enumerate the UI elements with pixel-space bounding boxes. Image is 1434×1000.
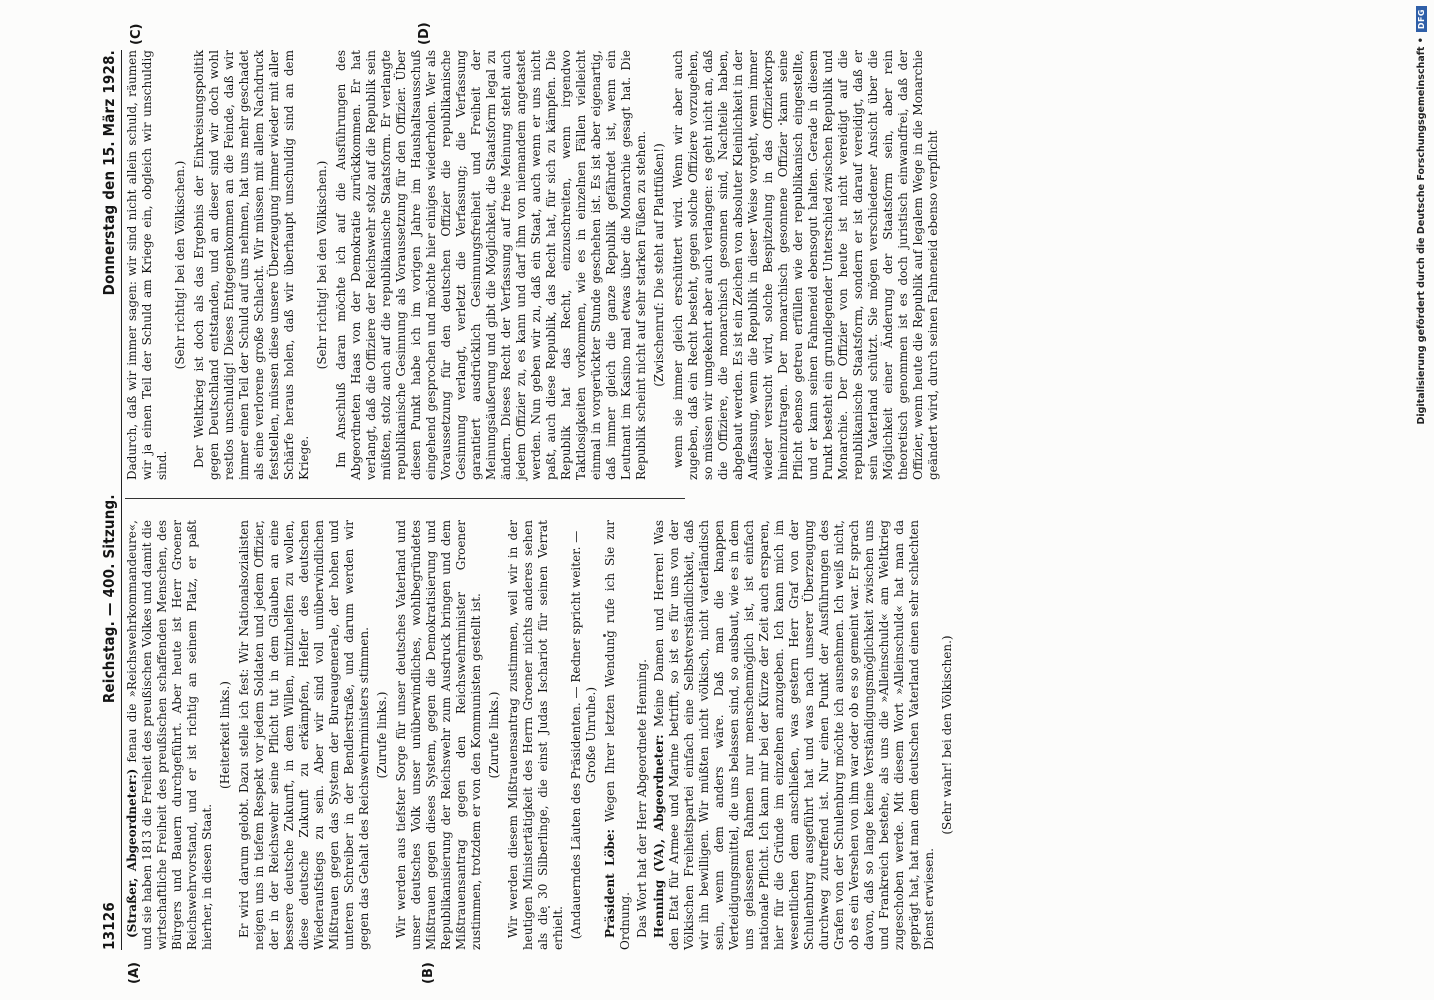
margin-marker-b: (B): [421, 962, 436, 984]
left-column: [125, 520, 959, 950]
paragraph: [192, 50, 312, 480]
paragraph-text: Er wird darum gelobt. Dazu stelle ich fest: Wir Nationalsozialisten neigen uns in tiefem Respekt vor jedem Soldaten und jedem Offizier, der in der Reichswehr seine Pflicht tut in dem Glauben an eine bessere deutsche Zukunft, in dem Willen, mitzuhelfen zu wollen, diese deutsche Zukunft zu erkämpfen, Helfer des deutschen Wiederaufstiegs zu sein. Aber wir sind voll unüberwindlichen Mißtrauen gegen das System der Bureaugenerale, der hohen und unteren Schreiber in der Bendlerstraße, und darum werden wir gegen das Gehalt des Reichswehrministers stimmen.: [237, 520, 371, 950]
column-divider: [125, 498, 685, 499]
paragraph-text: Wegen Ihrer letzten Wendung rufe ich Sie zur Ordnung.: [603, 520, 632, 950]
paragraph-text: Der Weltkrieg ist doch als das Ergebnis der Einkreisungspolitik gegen Deutschland entstanden, und an dieser sind wir doch wohl restlos unschuldig! Dieses Entgegenkommen an die Feinde, daß wir immer einen Teil der Schuld auf uns nehmen, hat uns mehr geschadet als eine verlorene große Schlacht. Wir müssen mit allem Nachdruck feststellen, müssen diese unsere Überzeugung immer wieder mit aller Schärfe heraus holen, daß wir überhaupt unschuldig sind an dem Kriege.: [192, 50, 311, 480]
paragraph-text: Wir werden aus tiefster Sorge für unser deutsches Vaterland und unser deutsches Volk unser unüberwindliches, wohlbegründetes Mißtrauen gegen dieses System, gegen die Demokratisierung und Republikanisierung der Reichswehr zum Ausdruck bringen und dem Mißtrauensantrag gegen den Reichswehrminister Groener zustimmen, trotzdem er von den Kommunisten gestellt ist.: [394, 520, 483, 950]
paragraph: [237, 520, 372, 950]
interjection: (Zurufe links.): [375, 691, 389, 779]
paragraph: [635, 520, 650, 950]
paragraph-text: Das Wort hat der Herr Abgeordnete Henning.: [635, 659, 649, 938]
margin-marker-d: (D): [417, 22, 432, 45]
right-column: [125, 50, 943, 480]
rotated-document-page: [95, 22, 954, 984]
digitization-credit: [1412, 6, 1430, 996]
interjection: (Sehr wahr! bei den Völkischen.): [940, 635, 954, 835]
interjection: (Sehr richtig! bei den Völkischen.): [173, 160, 187, 370]
paragraph: [652, 520, 937, 950]
dfg-logo: DFG: [1416, 6, 1427, 32]
session-date: Donnerstag den 15. März 1928.: [100, 50, 118, 296]
paragraph: [671, 50, 941, 480]
paragraph-text: Wir werden diesem Mißtrauensantrag zustimmen, weil wir in der heutigen Ministertätigkeit des Herrn Groener nichts anderes sehen als die 30 Silberlinge, die einst Judas Ischariot für seinen Verrat erhielt.: [506, 520, 565, 950]
paragraph: [394, 520, 484, 950]
interjection: (Zwischenruf: Die steht auf Plattfüßen!): [652, 143, 666, 387]
header-rule: [121, 50, 122, 950]
interjection: (Sehr richtig! bei den Völkischen.): [315, 160, 329, 370]
margin-marker-c: (C): [129, 23, 144, 45]
speaker-name: Henning (VA), Abgeordneter:: [652, 734, 666, 938]
paragraph: [506, 520, 566, 950]
speaker-name: (Straßer, Abgeordneter:): [125, 768, 139, 938]
paragraph: [125, 520, 215, 950]
paragraph-text: wenn sie immer gleich erschüttert wird. Wenn wir aber auch zugeben, daß ein Recht besteht, gegen solche Offiziere vorzugehen, so müssen wir umgekehrt aber auch verlangen: es geht nicht an, daß die Offiziere, die monarchisch gesonnen sind, Nachteile haben, abgebaut werden. Es ist ein Zeichen von absoluter Kleinlichkeit in der Auffassung, wenn die Republik in dieser Weise vorgeht, wenn immer wieder versucht wird, solche Bespitzelung in das Offizierkorps hineinzutragen. Der monarchisch gesonnene Offizier kann seine Pflicht ebenso getreu erfüllen wie der republikanisch eingestellte, und er kann seinen Fahneneid ebensogut halten. Gerade in diesem Punkt besteht ein grundlegender Unterschied zwischen Republik und Monarchie. Der Offizier von heute ist nicht vereidigt auf die republikanische Staatsform, sondern er ist darauf vereidigt, daß er sein Vaterland schützt. Sie mögen verschiedener Ansicht über die Möglichkeit einer Änderung der Staatsform sein, aber rein theoretisch genommen ist es doch juristisch einwandfrei, daß der Offizier, wenn heute die Republik auf legalem Wege in die Monarchie geändert wird, durch seinen Fahneneid ebenso verpflicht: [671, 50, 940, 480]
paragraph: [125, 50, 170, 480]
paragraph: [603, 520, 633, 950]
paragraph-text: fenau die »Reichswehrkommandeure«, und sie haben 1813 die Freiheit des preußischen Volkes und damit die wirtschaftliche Freiheit des preußischen schaffenden Menschen, des Bürgers und Bauern durchgeführt. Aber heute ist Herr Groener Reichswehrvorstand, und er ist richtig an seinem Platz, er paßt hierher, in diesen Staat.: [125, 520, 214, 950]
interjection: (Heiterkeit links.): [218, 681, 232, 789]
paragraph: [334, 50, 649, 480]
credit-text: Digitalisierung gefördert durch die Deutsche Forschungsgemeinschaft •: [1415, 37, 1427, 425]
paragraph-text: Dadurch, daß wir immer sagen: wir sind nicht allein schuld, räumen wir ja einen Teil der Schuld am Kriege ein, obgleich wir unschuldig sind.: [125, 50, 169, 480]
margin-marker-a: (A): [127, 962, 142, 984]
paragraph-text: Im Anschluß daran möchte ich auf die Ausführungen des Abgeordneten Haas von der Demokratie zurückkommen. Er hat verlangt, daß die Offiziere der Reichswehr stolz auf die Republik sein müßten, stolz auch auf die republikanische Staatsform. Er verlangte republikanische Gesinnung als Voraussetzung für den Offizier. Über diesen Punkt habe ich im vorigen Jahre im Haushaltsausschuß eingehend gesprochen und möchte hier einiges wiederholen. Wer als Voraussetzung für den deutschen Offizier die republikanische Gesinnung verlangt, verletzt die Verfassung; die Verfassung garantiert ausdrücklich Gesinnungsfreiheit und Freiheit der Meinungsäußerung und gibt die Möglichkeit, die Staatsform legal zu ändern. Dieses Recht der Verfassung auf freie Meinung steht auch jedem Offizier zu, es kann und darf ihm von niemandem angetastet werden. Nun geben wir zu, daß ein Staat, auch wenn er uns nicht paßt, auch diese Republik, das Recht hat, für sich zu kämpfen. Die Republik hat das Recht, einzuschreiten, wenn irgendwo Taktlosigkeiten vorkommen, wie es in einzelnen Fällen vielleicht einmal in vorgerückter Stunde geschehen ist. Es ist aber eigenartig, daß immer gleich die ganze Republik gefährdet ist, wenn ein Leutnant im Kasino mal etwas über die Monarchie gesagt hat. Die Republik scheint nicht auf sehr starken Füßen zu stehen.: [334, 50, 648, 480]
page-header: [95, 50, 117, 950]
interjection: (Zurufe links.): [487, 691, 501, 779]
speaker-name: Präsident Löbe:: [603, 829, 617, 938]
paragraph-text: Meine Damen und Herren! Was den Etat für Armee und Marine betrifft, so ist es für uns von der Völkischen Freiheitspartei einfach eine Selbstverständlichkeit, daß wir ihn bewilligen. Wir müßten nicht völkisch, nicht vaterländisch sein, wenn dem anders wäre. Daß man die knappen Verteidigungsmittel, die uns belassen sind, so ausbaut, wie es in dem uns gelassenen Rahmen nur menschenmöglich ist, ist einfach nationale Pflicht. Ich kann mir bei der Kürze der Zeit auch ersparen, hier für die Gründe im einzelnen anzugeben. Ich kann mich im wesentlichen dem anschließen, was gestern Herr Graf von der Schulenburg ausgeführt hat und was nach unserer Überzeugung durchweg zutreffend ist. Nur einen Punkt der Ausführungen des Grafen von der Schulenburg möchte ich ausnehmen. Ich weiß nicht, ob es ein Versehen von ihm war oder ob es so gemeint war. Er sprach davon, daß so lange keine Verständigungsmöglichkeit zwischen uns und Frankreich bestehe, als uns die »Alleinschuld« am Weltkrieg zugeschoben werde. Mit diesem Wort »Alleinschuld« hat man da geprägt hat, hat man dem deutschen Vaterland einen sehr schlechten Dienst erwiesen.: [652, 520, 936, 950]
session-title: Reichstag. — 400. Sitzung.: [100, 494, 118, 704]
page-number: 13126: [100, 902, 118, 950]
interjection: (Andauerndes Läuten des Präsidenten. — Redner spricht weiter. — Große Unruhe.): [569, 530, 598, 940]
